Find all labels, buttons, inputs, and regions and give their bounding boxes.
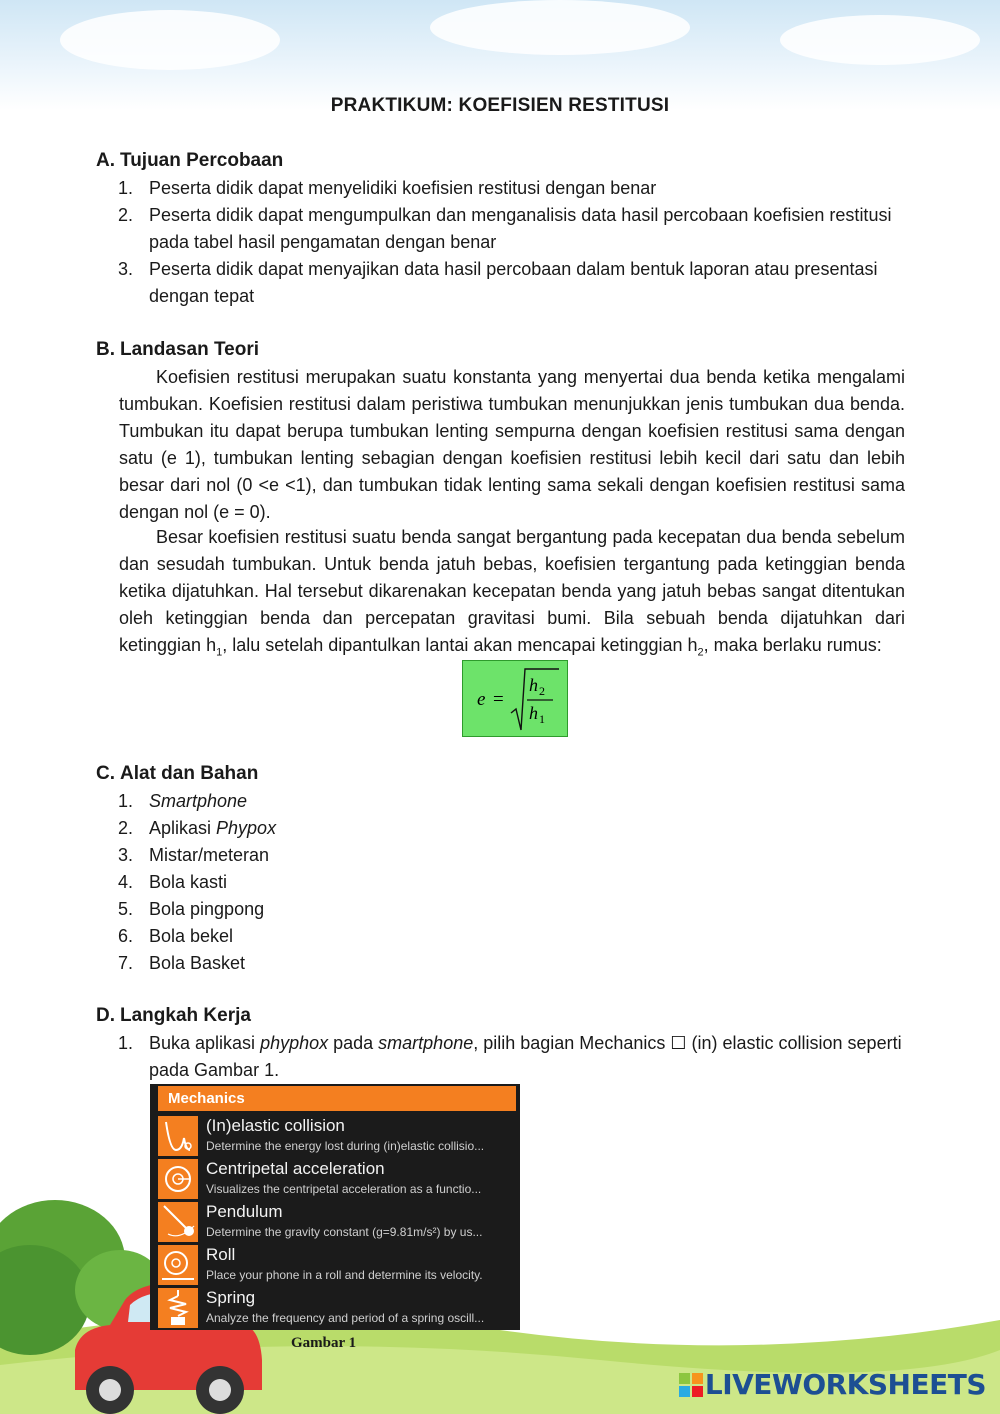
item-text: Bola bekel (149, 926, 234, 946)
theory-paragraph-2 (119, 524, 905, 667)
list-item (118, 950, 908, 977)
text-run: , maka berlaku rumus: (703, 635, 882, 655)
numerator-sub: 2 (539, 684, 545, 698)
denominator-var: h (529, 703, 538, 723)
item-number: 4. (118, 872, 134, 892)
item-number: 1. (118, 178, 134, 198)
spring-icon (158, 1288, 198, 1328)
liveworksheets-logo-icon (679, 1371, 703, 1404)
item-text: Bola Basket (149, 953, 246, 973)
text-run-italic: phyphox (260, 1033, 329, 1053)
phyphox-screenshot (150, 1084, 520, 1330)
experiment-title: (In)elastic collision (206, 1116, 345, 1135)
text-run-italic: smartphone (378, 1033, 474, 1053)
experiment-subtitle: Analyze the frequency and period of a spring oscill... (206, 1311, 485, 1325)
text-run: pada (328, 1033, 379, 1053)
item-text: Mistar/meteran (149, 845, 270, 865)
list-item (118, 202, 908, 256)
item-number: 3. (118, 845, 134, 865)
page-title: PRAKTIKUM: KOEFISIEN RESTITUSI (330, 95, 670, 116)
item-text: Bola kasti (149, 872, 228, 892)
restitution-formula (462, 660, 568, 737)
text-run: , lalu setelah dipantulkan lantai akan mencapai ketinggian h (222, 635, 698, 655)
experiment-row (158, 1115, 520, 1157)
item-number: 1. (118, 791, 134, 811)
section-d-heading (96, 1005, 251, 1027)
list-item (118, 175, 908, 202)
item-number: 5. (118, 899, 134, 919)
experiment-row (158, 1244, 520, 1286)
item-text-italic: Phypox (216, 818, 277, 838)
theory-paragraph-1: Koefisien restitusi merupakan suatu konstanta yang menyertai dua benda ketika mengalami tumbukan. Koefisien restitusi dalam peristiwa tumbukan menunjukkan jenis tumbukan dua benda. Tumbukan itu dapat berupa tumbukan lenting sempurna dengan koefisien restitusi sama dengan satu (e 1), tumbukan lenting sebagian dengan koefisien restitusi lebih kecil dari satu dan lebih besar dari nol (0 <e <1), dan tumbukan tidak lenting sama sekali dengan koefisien restitusi sama dengan nol (e = 0). (119, 367, 905, 522)
formula-graphic (463, 661, 569, 738)
item-number: 1. (118, 1033, 134, 1053)
section-b-heading (96, 339, 259, 361)
roll-icon (158, 1245, 198, 1285)
subscript: 1 (216, 646, 223, 659)
centripetal-icon (158, 1159, 198, 1199)
figure-caption: Gambar 1 (291, 1335, 357, 1351)
item-number: 2. (118, 818, 134, 838)
experiment-title: Centripetal acceleration (206, 1159, 385, 1178)
list-item (118, 1030, 908, 1084)
section-title: Alat dan Bahan (120, 763, 259, 784)
formula-lhs: e (477, 689, 486, 710)
item-number: 6. (118, 926, 134, 946)
list-item (118, 842, 908, 869)
item-text: Bola pingpong (149, 899, 265, 919)
subscript: 2 (697, 646, 704, 659)
list-item (118, 815, 908, 842)
item-number: 2. (118, 205, 134, 225)
list-item (118, 788, 908, 815)
section-label: C. (96, 763, 115, 784)
item-text: Peserta didik dapat menyelidiki koefisien restitusi dengan benar (149, 178, 657, 198)
experiment-subtitle: Visualizes the centripetal acceleration as a functio... (206, 1182, 482, 1196)
text-run: Besar koefisien restitusi suatu benda sangat bergantung pada kecepatan dua benda sebelum dan sesudah tumbukan. Untuk benda jatuh bebas, koefisien tergantung pada ketinggian benda ketika dijatuhkan. Hal tersebut dikarenakan kecepatan benda yang jatuh bebas sangat ditentukan oleh ketinggian benda dan percepatan gravitasi bumi. Bila sebuah benda dijatuhkan dari ketinggian h (119, 527, 905, 655)
list-item (118, 923, 908, 950)
section-title: Tujuan Percobaan (120, 150, 284, 171)
item-text: Aplikasi (149, 818, 217, 838)
liveworksheets-logo (679, 1368, 986, 1404)
materials-list (118, 788, 908, 977)
denominator-sub: 1 (539, 712, 545, 726)
experiment-row (158, 1201, 520, 1243)
item-text: Peserta didik dapat menyajikan data hasil percobaan dalam bentuk laporan atau presentasi dengan tepat (149, 259, 878, 306)
experiment-row (158, 1158, 520, 1200)
section-label: A. (96, 150, 115, 171)
item-number: 3. (118, 259, 134, 279)
experiment-title: Pendulum (206, 1202, 283, 1221)
section-label: B. (96, 339, 115, 360)
item-text-italic: Smartphone (149, 791, 248, 811)
text-run: Buka aplikasi (149, 1033, 261, 1053)
experiment-row (158, 1287, 520, 1329)
text-run: (in) elastic collision seperti pada Gambar 1. (149, 1033, 907, 1080)
experiment-title: Spring (206, 1288, 256, 1307)
experiment-subtitle: Determine the gravity constant (g=9.81m/s²) by us... (206, 1225, 483, 1239)
steps-list (118, 1030, 908, 1084)
experiment-subtitle: Place your phone in a roll and determine its velocity. (206, 1268, 483, 1282)
pendulum-icon (158, 1202, 198, 1242)
formula-equals: = (493, 689, 504, 710)
list-item (118, 256, 908, 310)
numerator-var: h (529, 675, 538, 695)
mechanics-header: Mechanics (158, 1086, 516, 1111)
list-item (118, 896, 908, 923)
brand-text: LIVEWORKSHEETS (704, 1368, 986, 1401)
checkbox-glyph: ☐ (670, 1033, 687, 1053)
section-label: D. (96, 1005, 115, 1026)
experiment-subtitle: Determine the energy lost during (in)elastic collisio... (206, 1139, 485, 1153)
section-title: Landasan Teori (120, 339, 260, 360)
objectives-list (118, 175, 908, 310)
item-text: Peserta didik dapat mengumpulkan dan menganalisis data hasil percobaan koefisien restitusi pada tabel hasil pengamatan dengan benar (149, 205, 892, 252)
text-run: , pilih bagian Mechanics (473, 1033, 671, 1053)
section-title: Langkah Kerja (120, 1005, 251, 1026)
section-c-heading (96, 763, 258, 785)
bounce-icon (158, 1116, 198, 1156)
section-a-heading (96, 150, 283, 172)
item-number: 7. (118, 953, 134, 973)
experiment-title: Roll (206, 1245, 236, 1264)
list-item (118, 869, 908, 896)
